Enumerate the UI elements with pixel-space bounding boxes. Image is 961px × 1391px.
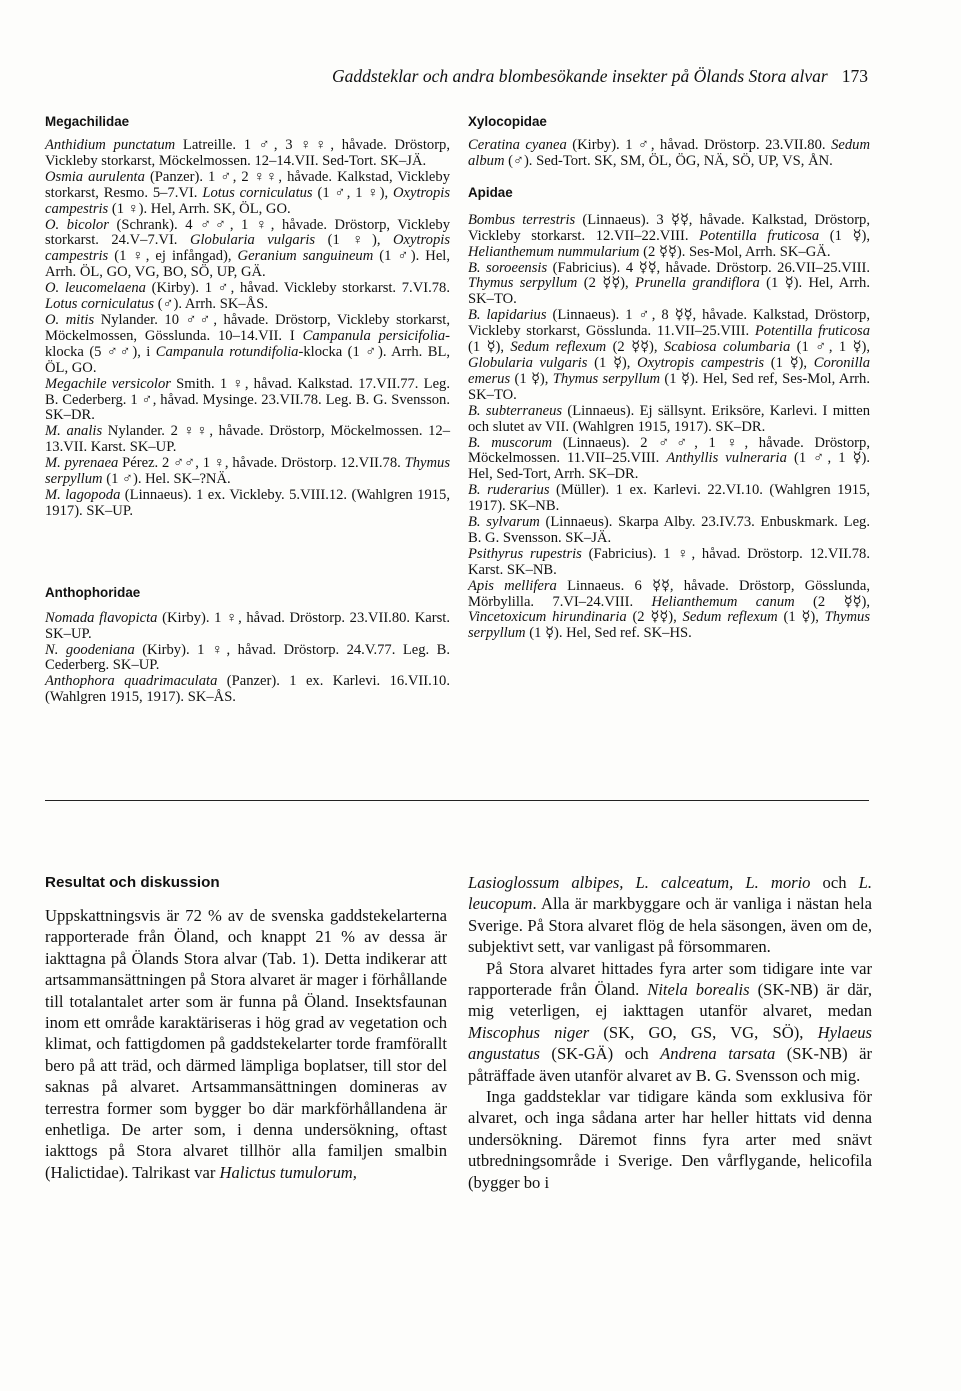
paragraph: Psithyrus rupestris (Fabricius). 1 ♀, håvad. Dröstorp. 12.VII.78. Karst. SK–NB.	[468, 545, 870, 578]
running-title: Gaddsteklar och andra blombesökande insekter på Ölands Stora alvar	[331, 66, 828, 86]
paragraph: Nomada flavopicta (Kirby). 1 ♀, håvad. Dröstorp. 23.VII.80. Karst. SK–UP.	[45, 609, 450, 642]
section-heading-anthophoridae: Anthophoridae	[45, 584, 141, 600]
paragraph: B. muscorum (Linnaeus). 2 ♂♂, 1 ♀, håvade. Dröstorp, Möckelmossen. 11.VII–25.VIII. Anthyllis vulneraria (1 ♂, 1 ☿). Hel, Sed-Tort, Arrh. SK–DR.	[468, 434, 871, 483]
paragraph: O. leucomelaena (Kirby). 1 ♂, håvad. Vickleby storkarst. 7.VI.78. Lotus corniculatus (♂). Arrh. SK–ÅS.	[45, 280, 450, 313]
paragraph: O. mitis Nylander. 10 ♂♂, håvade. Dröstorp, Vickleby storkarst, Möckelmossen, Gösslunda. 10–14.VII. I Campanula persicifolia-klocka (5 ♂♂), i Campanula rotundifolia-klocka (1 ♂). Arrh. BL, ÖL, GO.	[45, 311, 451, 376]
paragraph: B. subterraneus (Linnaeus). Ej sällsynt. Eriksöre, Karlevi. I mitten och slutet av VII. (Wahlgren 1915, 1917). SK–DR.	[468, 402, 870, 435]
paragraph: Bombus terrestris (Linnaeus). 3 ☿☿, håvade. Kalkstad, Dröstorp, Vickleby storkarst. 12.VII–22.VIII. Potentilla fruticosa (1 ☿), Helianthemum nummularium (2 ☿☿). Ses-Mol, Arrh. SK–GÄ.	[468, 211, 871, 260]
paragraph: Megachile versicolor Smith. 1 ♀, håvad. Kalkstad. 17.VII.77. Leg. B. Cederberg. 1 ♂, håvad. Mysinge. 23.VII.78. Leg. B. G. Svensson. SK–DR.	[45, 375, 450, 424]
page-number: 173	[841, 66, 868, 86]
paragraph: M. analis Nylander. 2 ♀♀, håvade. Dröstorp, Möckelmossen. 12–13.VII. Karst. SK–UP.	[45, 423, 451, 456]
discussion-right-text	[468, 872, 872, 1193]
discussion-heading: Resultat och diskussion	[45, 874, 220, 891]
paragraph: O. bicolor (Schrank). 4 ♂♂, 1 ♀, håvade. Dröstorp, Vickleby storkarst. 24.V–7.VI. Globularia vulgaris (1 ♀), Oxytropis campestris (1 ♀, ej infångad), Geranium sanguineum (1 ♂). Hel, Arrh. ÖL, GO, VG, BO, SÖ, UP, GÄ.	[45, 216, 450, 281]
paragraph: Anthophora quadrimaculata (Panzer). 1 ex. Karlevi. 16.VII.10. (Wahlgren 1915, 1917). SK–ÅS.	[45, 673, 450, 706]
anthophoridae-list	[45, 611, 450, 706]
paragraph: B. ruderarius (Müller). 1 ex. Karlevi. 22.VI.10. (Wahlgren 1915, 1917). SK–NB.	[468, 482, 870, 515]
section-heading-xylocopidae: Xylocopidae	[468, 114, 547, 129]
running-header	[230, 66, 868, 87]
paragraph: B. soroeensis (Fabricius). 4 ☿☿, håvade. Dröstorp. 26.VII–25.VIII. Thymus serpyllum (2 ☿☿), Prunella grandiflora (1 ☿). Hel, Arrh. SK–TO.	[468, 259, 870, 308]
paragraph: Osmia aurulenta (Panzer). 1 ♂, 2 ♀♀, håvade. Kalkstad, Vickleby storkarst, Resmo. 5–7.VI. Lotus corniculatus (1 ♂, 1 ♀), Oxytropis campestris (1 ♀). Hel, Arrh. SK, ÖL, GO.	[45, 168, 450, 217]
paragraph: Uppskattningsvis är 72 % av de svenska gaddstekelarterna rapporterade från Öland, och knappt 21 % av dessa är iakttagna på Ölands Stora alvar (Tab. 1). Detta indikerar att artsammansättningen på Stora alvaret är mager i förhållande till totalantalet arter som är funna på Öland. Insektsfaunan inom ett område karaktäriseras i hög grad av vegetation och klimat, och fattigdomen på gaddstekelarter torde framförallt bero på att träd, och därmed lämpliga boplatser, till stor del saknas på alvaret. Artsammansättningen domineras av terrestra former som bygger bo där markförhållandena är enhetliga. De arter som, i denna undersökning, oftast iakttogs på Stora alvaret tillhör alla familjen smalbin (Halictidae). Talrikast var Halictus tumulorum,	[45, 906, 447, 1182]
left-column-upper	[45, 113, 450, 706]
paragraph: Ceratina cyanea (Kirby). 1 ♂, håvad. Dröstorp. 23.VII.80. Sedum album (♂). Sed-Tort. SK, SM, ÖL, ÖG, NÄ, SÖ, UP, VS, ÅN.	[468, 137, 870, 169]
paragraph: Inga gaddsteklar var tidigare kända som exklusiva för alvaret, och inga sådana arter har heller hittats vid denna undersökning. Däremot finns fyra arter med snävt utbredningsområde i Sverige. Den vårflygande, helicofila (bygger bo i	[468, 1087, 872, 1192]
paragraph: Apis mellifera Linnaeus. 6 ☿☿, håvade. Dröstorp, Gösslunda, Mörbylilla. 7.VI–24.VIII. Helianthemum canum (2 ☿☿), Vincetoxicum hirundinaria (2 ☿☿), Sedum reflexum (1 ☿), Thymus serpyllum (1 ☿). Hel, Sed ref. SK–HS.	[468, 577, 870, 642]
paragraph: B. sylvarum (Linnaeus). Skarpa Alby. 23.IV.73. Enbuskmark. Leg. B. G. Svensson. SK–JÄ.	[468, 514, 871, 546]
paragraph: Anthidium punctatum Latreille. 1 ♂, 3 ♀♀, håvade. Dröstorp, Vickleby storkarst, Möckelmossen. 12–14.VII. Sed-Tort. SK–JÄ.	[45, 137, 450, 169]
discussion-left-text	[45, 905, 447, 1183]
apidae-list	[468, 213, 870, 642]
paragraph: M. pyrenaea Pérez. 2 ♂♂, 1 ♀, håvade. Dröstorp. 12.VII.78. Thymus serpyllum (1 ♂). Hel. SK–?NÄ.	[45, 455, 450, 488]
section-divider	[45, 800, 869, 801]
paragraph: B. lapidarius (Linnaeus). 1 ♂, 8 ☿☿, håvade. Kalkstad, Dröstorp, Vickleby storkarst, Gösslunda. 11.VII–25.VIII. Potentilla fruticosa (1 ☿), Sedum reflexum (2 ☿☿), Scabiosa columbaria (1 ♂, 1 ☿), Globularia vulgaris (1 ☿), Oxytropis campestris (1 ☿), Coronilla emerus (1 ☿), Thymus serpyllum (1 ☿). Hel, Sed ref, Ses-Mol, Arrh. SK–TO.	[468, 307, 871, 403]
left-column-discussion	[45, 872, 447, 1183]
section-heading-megachilidae: Megachilidae	[45, 114, 130, 129]
megachilidae-list	[45, 138, 450, 520]
paragraph: N. goodeniana (Kirby). 1 ♀, håvad. Dröstorp. 24.V.77. Leg. B. Cederberg. SK–UP.	[45, 641, 450, 674]
paragraph: På Stora alvaret hittades fyra arter som tidigare inte var rapporterade från Öland. Nitela borealis (SK-NB) är där, mig veterligen, ej iakttagen utanför alvaret, medan Miscophus niger (SK, GO, GS, VG, SÖ), Hylaeus angustatus (SK-GÄ) och Andrena tarsata (SK-NB) är påträffade även utanför alvaret av B. G. Svensson och mig.	[468, 958, 872, 1085]
right-column-upper	[468, 113, 870, 642]
paragraph: M. lagopoda (Linnaeus). 1 ex. Vickleby. 5.VIII.12. (Wahlgren 1915, 1917). SK–UP.	[45, 486, 450, 519]
section-heading-apidae: Apidae	[468, 184, 513, 200]
right-column-discussion	[468, 872, 872, 1193]
xylocopidae-list	[468, 138, 870, 170]
paragraph: Lasioglossum albipes, L. calceatum, L. morio och L. leucopum. Alla är markbyggare och är vanliga i nästan hela Sverige. På Stora alvaret flög de hela säsongen, även om de, subjektivt sett, var vanligast på försommaren.	[468, 873, 872, 957]
